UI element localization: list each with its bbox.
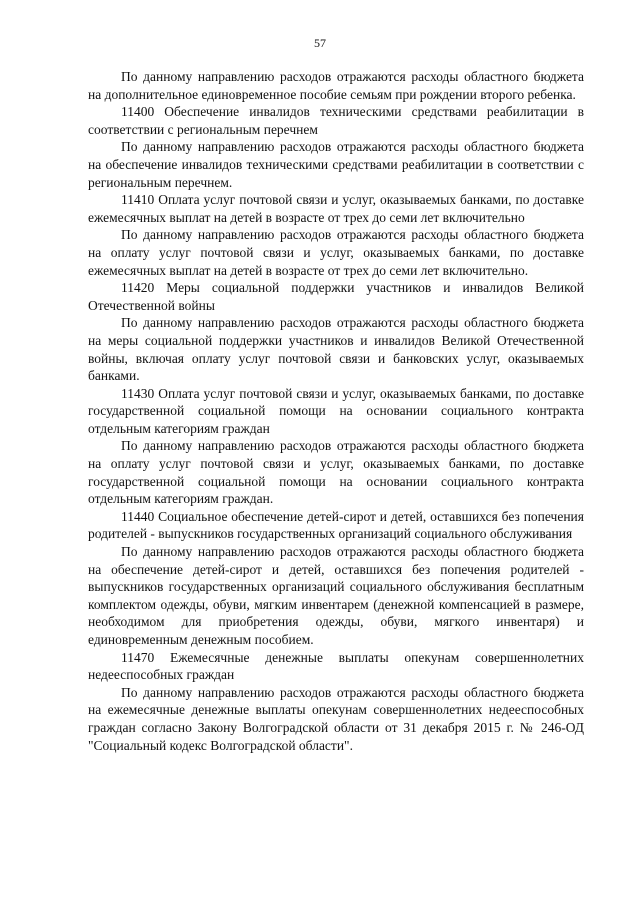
paragraph-11410: По данному направлению расходов отражаются расходы областного бюджета на оплату услуг почтовой связи и услуг, оказываемых банками, по доставке ежемесячных выплат на детей в возрасте от трех до семи лет включительно. bbox=[88, 227, 584, 278]
heading-11420: 11420 Меры социальной поддержки участников и инвалидов Великой Отечественной войны bbox=[88, 280, 584, 313]
paragraph-11430: По данному направлению расходов отражаются расходы областного бюджета на оплату услуг почтовой связи и услуг, оказываемых банками, по доставке государственной социальной помощи на основании социального контракта отдельным категориям граждан. bbox=[88, 438, 584, 507]
paragraph-intro-11390: По данному направлению расходов отражаются расходы областного бюджета на дополнительное единовременное пособие семьям при рождении второго ребенка. bbox=[88, 69, 584, 102]
paragraph-11440: По данному направлению расходов отражаются расходы областного бюджета на обеспечение детей-сирот и детей, оставшихся без попечения родителей - выпускников государственных организаций социального обслуживания бесплатным комплектом одежды, обуви, мягким инвентарем (денежной компенсацией в размере, необходимом для приобретения одежды, обуви, мягкого инвентаря) и единовременным денежным пособием. bbox=[88, 544, 584, 647]
paragraph-11400: По данному направлению расходов отражаются расходы областного бюджета на обеспечение инвалидов техническими средствами реабилитации в соответствии с региональным перечнем. bbox=[88, 139, 584, 190]
paragraph-11470: По данному направлению расходов отражаются расходы областного бюджета на ежемесячные денежные выплаты опекунам совершеннолетних недееспособных граждан согласно Закону Волгоградской области от 31 декабря 2015 г. № 246-ОД "Социальный кодекс Волгоградской области". bbox=[88, 684, 584, 753]
heading-11440: 11440 Социальное обеспечение детей-сирот и детей, оставшихся без попечения родителей - выпускников государственных организаций социального обслуживания bbox=[88, 508, 584, 542]
page-number: 57 bbox=[314, 36, 326, 50]
paragraph-11420: По данному направлению расходов отражаются расходы областного бюджета на меры социальной поддержки участников и инвалидов Великой Отечественной войны, включая оплату услуг почтовой связи и банковских услуг, оказываемых банками. bbox=[88, 315, 584, 384]
heading-11400: 11400 Обеспечение инвалидов техническими средствами реабилитации в соответствии с региональным перечнем bbox=[88, 104, 584, 137]
document-body bbox=[88, 68, 584, 754]
heading-11410: 11410 Оплата услуг почтовой связи и услуг, оказываемых банками, по доставке ежемесячных выплат на детей в возрасте от трех до семи лет включительно bbox=[88, 192, 584, 225]
heading-11430: 11430 Оплата услуг почтовой связи и услуг, оказываемых банками, по доставке государственной социальной помощи на основании социального контракта отдельным категориям граждан bbox=[88, 385, 584, 436]
heading-11470: 11470 Ежемесячные денежные выплаты опекунам совершеннолетних недееспособных граждан bbox=[88, 649, 584, 683]
